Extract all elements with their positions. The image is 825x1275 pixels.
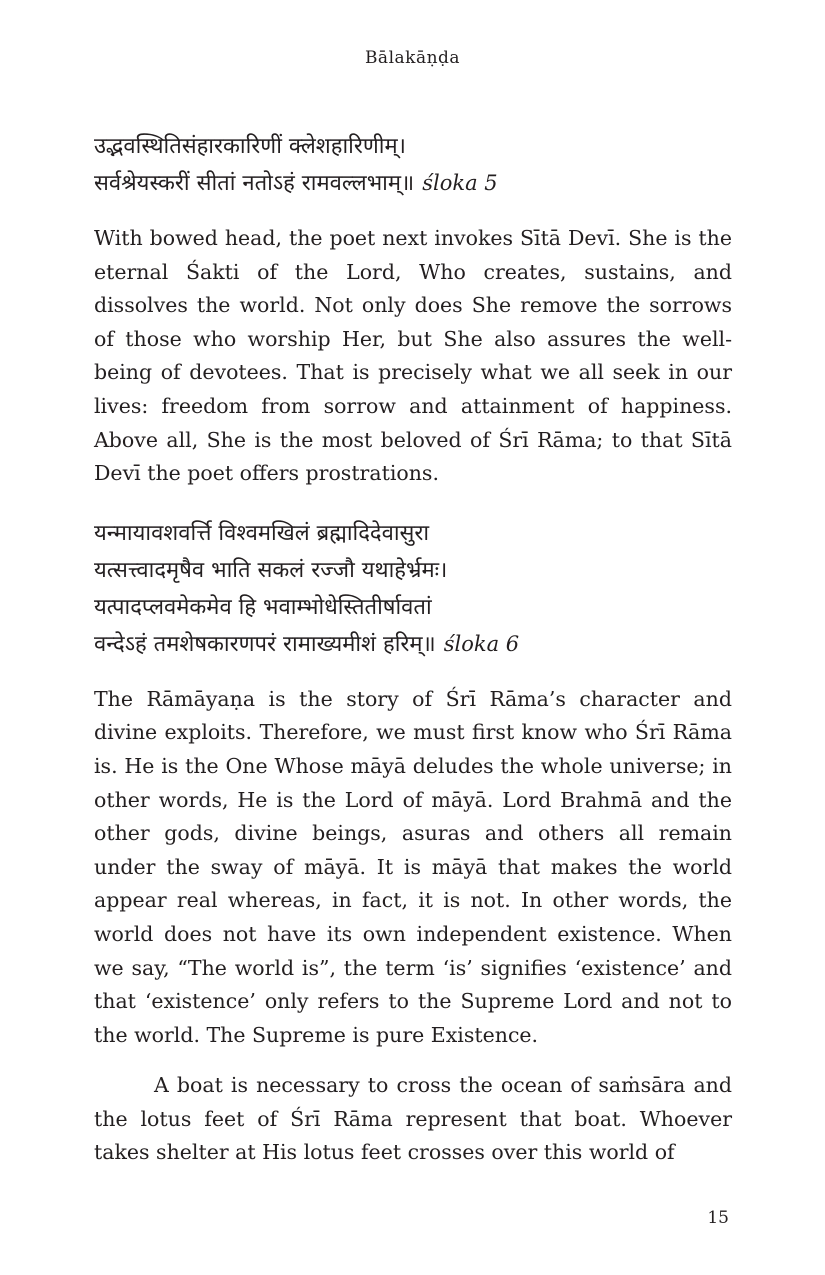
running-head: Bālakāṇḍa	[364, 48, 461, 68]
page-number: 15	[707, 1208, 729, 1228]
verse-line: यत्सत्त्वादमृषैव भाति सकलं रज्जौ यथाहेर्भ्रमः।	[94, 557, 448, 583]
verse-sloka-6	[94, 515, 732, 663]
commentary-paragraph: With bowed head, the poet next invokes Sītā Devī. She is the eternal Śakti of the Lord, Who creates, sustains, and dissolves the world. Not only does She remove the sorrows of those who worship Her, but She also assures the well-being of devotees. That is precisely what we all seek in our lives: freedom from sorrow and attainment of happiness. Above all, She is the most beloved of Śrī Rāma; to that Sītā Devī the poet offers prostrations.	[94, 226, 732, 486]
commentary-paragraph: A boat is necessary to cross the ocean of saṁsāra and the lotus feet of Śrī Rāma represent that boat. Whoever takes shelter at His lotus feet crosses over this world of	[94, 1073, 732, 1165]
verse-reference: śloka 5	[422, 171, 498, 195]
verse-line: उद्भवस्थितिसंहारकारिणीं क्लेशहारिणीम्।	[94, 134, 406, 159]
verse-reference: śloka 6	[443, 631, 520, 656]
verse-line: यत्पादप्लवमेकमेव हि भवाम्भोधेस्तितीर्षावतां	[94, 594, 432, 620]
verse-line: यन्मायावशवर्त्ति विश्वमखिलं ब्रह्मादिदेवासुरा	[94, 520, 430, 546]
verse-line: वन्देऽहं तमशेषकारणपरं रामाख्यमीशं हरिम्॥ śloka 6	[94, 631, 520, 657]
commentary-paragraph: The Rāmāyaṇa is the story of Śrī Rāma’s character and divine exploits. Therefore, we must first know who Śrī Rāma is. He is the One Whose māyā deludes the whole universe; in other words, He is the Lord of māyā. Lord Brahmā and the other gods, divine beings, asuras and others all remain under the sway of māyā. It is māyā that makes the world appear real whereas, in fact, it is not. In other words, the world does not have its own independent existence. When we say, “The world is”, the term ‘is’ signifies ‘existence’ and that ‘existence’ only refers to the Supreme Lord and not to the world. The Supreme is pure Existence.	[94, 686, 732, 1047]
page-body	[94, 128, 732, 1170]
verse-sloka-5	[94, 128, 732, 202]
verse-line: सर्वश्रेयस्करीं सीतां नतोऽहं रामवल्लभाम्॥ śloka 5	[94, 171, 498, 196]
